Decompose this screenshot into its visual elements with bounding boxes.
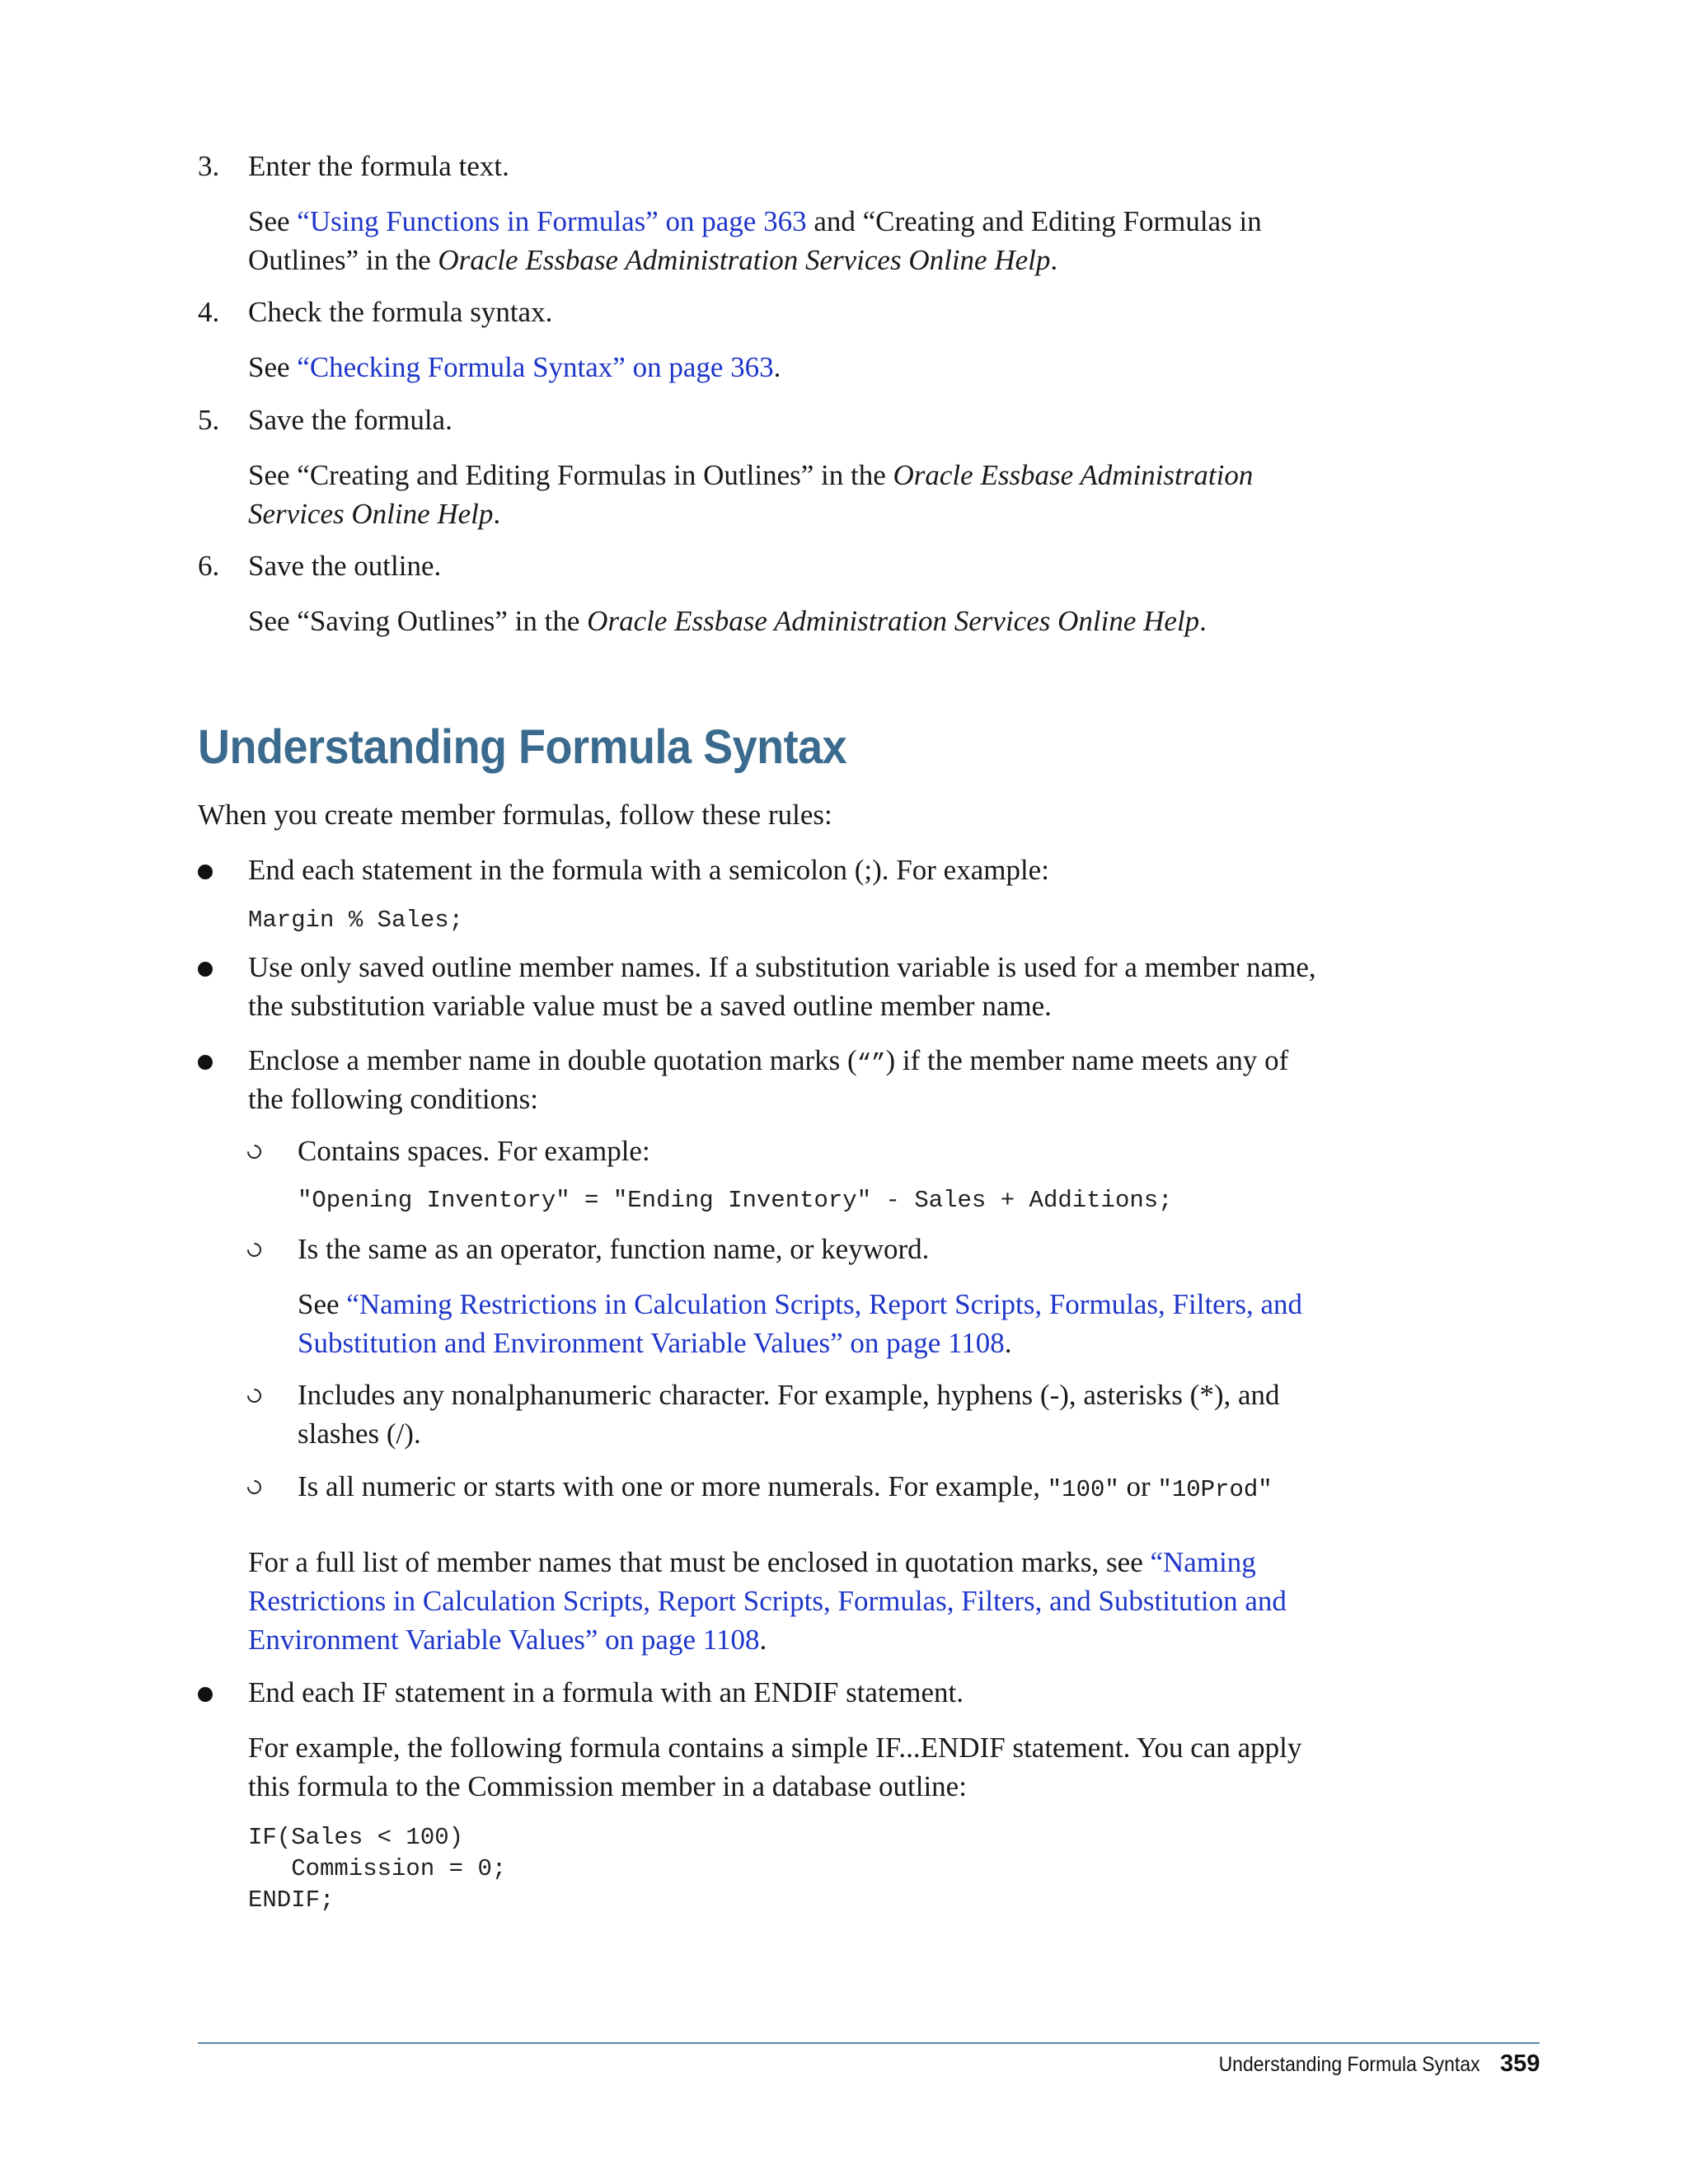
bullet-icon xyxy=(198,1687,213,1702)
step-note xyxy=(248,602,1207,640)
full-list-paragraph xyxy=(248,1543,1256,1582)
full-list-paragraph-continued xyxy=(248,1582,1287,1620)
note-text: See xyxy=(248,351,298,383)
step-text: Check the formula syntax. xyxy=(248,296,553,328)
condition-note xyxy=(298,1285,1302,1324)
bullet-icon xyxy=(198,1055,213,1070)
condition-text-part: Is all numeric or starts with one or more numerals. For example, xyxy=(298,1470,1048,1502)
rule-text-continued: the substitution variable value must be a saved outline member name. xyxy=(248,990,1052,1022)
cross-reference-link[interactable]: “Using Functions in Formulas” on page 363 xyxy=(297,205,807,237)
note-text: See xyxy=(298,1288,347,1320)
step-note xyxy=(248,456,1253,494)
code-line: IF(Sales < 100) xyxy=(248,1824,464,1851)
cross-reference-link[interactable]: Substitution and Environment Variable Values” on page 1108 xyxy=(298,1327,1005,1359)
section-heading: Understanding Formula Syntax xyxy=(198,720,847,774)
note-text: See xyxy=(248,205,298,237)
sub-bullet-icon xyxy=(244,1477,264,1497)
step-text: Save the outline. xyxy=(248,550,442,582)
cross-reference-link[interactable]: “Naming Restrictions in Calculation Scripts, Report Scripts, Formulas, Filters, and xyxy=(346,1288,1303,1320)
code-example: "Opening Inventory" = "Ending Inventory" - Sales + Additions; xyxy=(298,1187,1173,1214)
book-title: Oracle Essbase Administration Services Online Help xyxy=(587,605,1200,637)
rule-text: End each statement in the formula with a semicolon (;). For example: xyxy=(248,854,1049,886)
bullet-icon xyxy=(198,962,213,977)
book-title: Oracle Essbase Administration Services Online Help xyxy=(438,244,1051,276)
condition-text xyxy=(298,1467,1273,1509)
condition-text: Contains spaces. For example: xyxy=(298,1135,650,1167)
note-text: . xyxy=(1004,1327,1012,1359)
sub-bullet-icon xyxy=(244,1240,264,1259)
quote-glyph: “” xyxy=(856,1050,886,1077)
note-text: See “Saving Outlines” in the xyxy=(248,605,588,637)
step-number: 4. xyxy=(198,296,220,328)
rule-text: Use only saved outline member names. If a substitution variable is used for a member name, xyxy=(248,951,1316,983)
sub-bullet-icon xyxy=(244,1385,264,1405)
note-text: Outlines” in the xyxy=(248,244,438,276)
code-line: Commission = 0; xyxy=(248,1855,507,1882)
cross-reference-link[interactable]: “Naming xyxy=(1150,1546,1256,1578)
book-title: Oracle Essbase Administration xyxy=(893,459,1254,491)
code-example: Margin % Sales; xyxy=(248,907,464,934)
step-number: 5. xyxy=(198,404,220,436)
condition-text: Is the same as an operator, function name, or keyword. xyxy=(298,1233,930,1265)
book-title: Services Online Help xyxy=(248,498,494,530)
full-list-paragraph-continued xyxy=(248,1620,767,1659)
cross-reference-link[interactable]: “Checking Formula Syntax” on page 363 xyxy=(297,351,774,383)
step-number: 3. xyxy=(198,150,220,182)
footer-divider xyxy=(198,2042,1540,2044)
paragraph-text: . xyxy=(759,1624,767,1656)
inline-code: "100" xyxy=(1047,1476,1119,1503)
sub-bullet-icon xyxy=(244,1141,264,1161)
cross-reference-link[interactable]: Environment Variable Values” on page 1108 xyxy=(248,1624,760,1656)
rule-text-part: Enclose a member name in double quotation marks ( xyxy=(248,1044,857,1076)
step-note-continued xyxy=(248,241,1057,279)
step-text: Enter the formula text. xyxy=(248,150,509,182)
note-text: . xyxy=(493,498,501,530)
example-text: For example, the following formula contains a simple IF...ENDIF statement. You can apply xyxy=(248,1732,1302,1764)
step-note xyxy=(248,348,781,387)
rule-text xyxy=(248,1041,1288,1083)
note-text: and “Creating and Editing Formulas in xyxy=(806,205,1262,237)
condition-note-continued xyxy=(298,1324,1011,1362)
footer-title: Understanding Formula Syntax xyxy=(1218,2053,1480,2076)
note-text: See “Creating and Editing Formulas in Outlines” in the xyxy=(248,459,893,491)
code-line: ENDIF; xyxy=(248,1886,335,1914)
example-text-continued: this formula to the Commission member in a database outline: xyxy=(248,1770,967,1802)
section-intro: When you create member formulas, follow these rules: xyxy=(198,799,832,831)
rule-text: End each IF statement in a formula with an ENDIF statement. xyxy=(248,1676,964,1708)
step-text: Save the formula. xyxy=(248,404,452,436)
condition-text: Includes any nonalphanumeric character. For example, hyphens (-), asterisks (*), and xyxy=(298,1379,1280,1411)
step-note-continued xyxy=(248,494,500,533)
paragraph-text: For a full list of member names that must be enclosed in quotation marks, see xyxy=(248,1546,1151,1578)
rule-text-continued: the following conditions: xyxy=(248,1083,538,1115)
step-note xyxy=(248,202,1262,241)
cross-reference-link[interactable]: Restrictions in Calculation Scripts, Report Scripts, Formulas, Filters, and Substitution and xyxy=(248,1585,1287,1617)
condition-text-part: or xyxy=(1118,1470,1158,1502)
page-number: 359 xyxy=(1500,2050,1540,2077)
inline-code: "10Prod" xyxy=(1157,1476,1273,1503)
condition-text-continued: slashes (/). xyxy=(298,1418,421,1450)
note-text: . xyxy=(1050,244,1058,276)
step-number: 6. xyxy=(198,550,220,582)
rule-text-part: ) if the member name meets any of xyxy=(885,1044,1289,1076)
note-text: . xyxy=(1199,605,1207,637)
bullet-icon xyxy=(198,865,213,879)
note-text: . xyxy=(773,351,781,383)
